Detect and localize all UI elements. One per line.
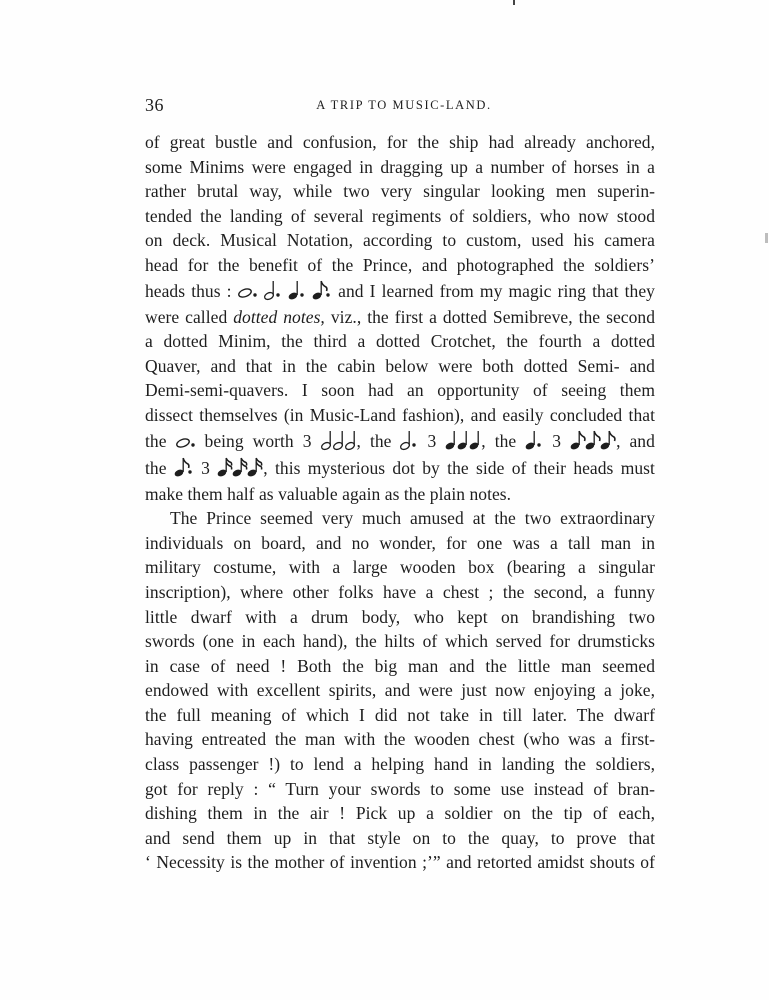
dotted-quaver-icon xyxy=(174,458,194,476)
text-fragment: 3 xyxy=(552,430,562,451)
text-line: rather brutal way, while two very singular looking men superin- xyxy=(145,181,655,202)
running-title: A TRIP TO MUSIC-LAND. xyxy=(316,98,492,112)
quaver-icon xyxy=(570,431,616,449)
dotted-crotchet-icon xyxy=(288,281,306,299)
text-fragment: , the xyxy=(481,430,517,451)
text-fragment: and I learned from my magic ring that they xyxy=(338,280,655,301)
text-line: endowed with excellent spirits, and were just now enjoying a joke, xyxy=(145,680,655,701)
text-line: Demi-semi-quavers. I soon had an opportunity of seeing them xyxy=(145,380,655,401)
dotted-crotchet-icon xyxy=(525,431,543,449)
page-number: 36 xyxy=(145,95,164,115)
text-fragment: viz., the first a dotted Semibreve, the second xyxy=(330,306,655,327)
text-line xyxy=(145,305,655,330)
text-line: of great bustle and confusion, for the ship had already anchored, xyxy=(145,132,655,152)
text-line: military costume, with a large wooden box (bearing a singular xyxy=(145,557,655,578)
scan-edge-mark xyxy=(765,233,768,243)
text-line: got for reply : “ Turn your swords to some use instead of bran- xyxy=(145,778,655,799)
text-line: ‘ Necessity is the mother of invention ;’” and retorted amidst shouts of xyxy=(145,852,655,873)
text-line: class passenger !) to lend a helping hand in landing the soldiers, xyxy=(145,754,655,775)
text-line: and send them up in that style on to the quay, to prove that xyxy=(145,827,655,848)
dotted-minim-icon xyxy=(400,431,418,449)
text-line: dishing them in the air ! Pick up a soldier on the tip of each, xyxy=(145,803,655,824)
text-line: a dotted Minim, the third a dotted Crotchet, the fourth a dotted xyxy=(145,331,655,352)
text-fragment: 3 xyxy=(427,430,437,451)
text-line: dissect themselves (in Music-Land fashion), and easily concluded that xyxy=(145,404,655,425)
scan-mark xyxy=(513,0,515,5)
text-fragment: , and xyxy=(616,430,655,451)
text-fragment: , this mysterious dot by the side of their heads must xyxy=(263,457,655,478)
text-fragment: being worth 3 xyxy=(204,430,312,451)
text-fragment: heads thus : xyxy=(145,280,232,301)
body-text xyxy=(145,130,655,875)
text-fragment: 3 xyxy=(201,457,210,478)
text-line: in case of need ! Both the big man and the little man seemed xyxy=(145,655,655,676)
text-line: little dwarf with a drum body, who kept on brandishing two xyxy=(145,606,655,627)
dotted-minim-icon xyxy=(264,281,282,299)
page-header xyxy=(145,95,653,119)
dotted-semibreve-icon xyxy=(176,431,196,449)
dotted-quaver-icon xyxy=(312,281,332,299)
text-line: swords (one in each hand), the hilts of which served for drumsticks xyxy=(145,631,655,652)
italic-term: dotted notes, xyxy=(233,306,325,327)
semiquaver-icon xyxy=(217,458,263,476)
text-line: the full meaning of which I did not take in till later. The dwarf xyxy=(145,704,655,725)
text-line: Quaver, and that in the cabin below were both dotted Semi- and xyxy=(145,355,655,376)
text-line: inscription), where other folks have a chest ; the second, a funny xyxy=(145,581,655,602)
text-line: The Prince seemed very much amused at the two extraordinary xyxy=(170,508,655,529)
text-line: head for the benefit of the Prince, and photographed the soldiers’ xyxy=(145,254,655,275)
text-fragment: the xyxy=(145,430,167,451)
text-fragment: the xyxy=(145,457,167,478)
text-fragment: , the xyxy=(356,430,392,451)
text-line-with-notes xyxy=(145,428,655,455)
text-line: having entreated the man with the wooden chest (who was a first- xyxy=(145,729,655,750)
crotchet-icon xyxy=(445,431,481,449)
text-line: some Minims were engaged in dragging up a number of horses in a xyxy=(145,156,655,177)
text-line: on deck. Musical Notation, according to custom, used his camera xyxy=(145,230,655,251)
text-fragment: were called xyxy=(145,306,228,327)
text-line: individuals on board, and no wonder, for one was a tall man in xyxy=(145,532,655,553)
text-line: tended the landing of several regiments of soldiers, who now stood xyxy=(145,205,655,226)
text-line: make them half as valuable again as the plain notes. xyxy=(145,483,512,504)
text-line-with-notes xyxy=(145,278,655,305)
text-line-with-notes xyxy=(145,455,655,482)
dotted-semibreve-icon xyxy=(238,281,258,299)
minim-icon xyxy=(321,431,357,449)
